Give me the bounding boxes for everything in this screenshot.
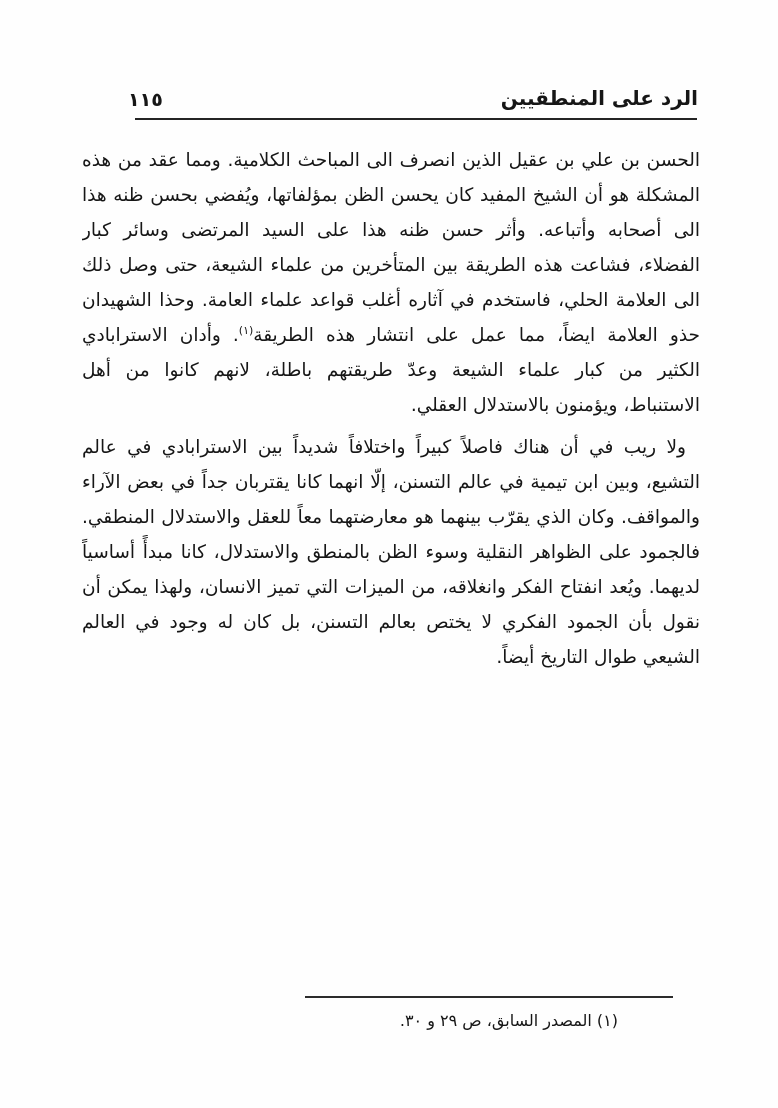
body-line: التشيع، وبين ابن تيمية في عالم التسنن، إلّا انهما كانا يقتربان جداً في بعض الآراء xyxy=(82,472,700,493)
footnote-reference-marker: (١) xyxy=(238,323,254,337)
body-line-with-footnote-ref xyxy=(82,318,700,353)
running-head-title: الرد على المنطقيين xyxy=(500,86,698,110)
body-line: المشكلة هو أن الشيخ المفيد كان يحسن الظن بمؤلفاتها، ويُفضي بحسن ظنه هذا xyxy=(82,185,700,206)
body-line: الشيعي طوال التاريخ أيضاً. xyxy=(496,647,700,668)
body-line: لديهما. ويُعد انفتاح الفكر وانغلاقه، من الميزات التي تميز الانسان، ولهذا يمكن أن xyxy=(82,577,700,598)
body-line-segment: . وأدان الاسترابادي xyxy=(82,325,239,346)
body-line: الحسن بن علي بن عقيل الذين انصرف الى المباحث الكلامية. ومما عقد من هذه xyxy=(82,150,700,171)
body-line: والمواقف. وكان الذي يقرّب بينهما هو معارضتهما معاً للعقل والاستدلال المنطقي. xyxy=(82,507,700,528)
footnote-text: (١) المصدر السابق، ص ٢٩ و ٣٠. xyxy=(399,1011,618,1030)
page-number: ١١٥ xyxy=(128,89,163,111)
body-line: الى أصحابه وأتباعه. وأثر حسن ظنه هذا على السيد المرتضى وسائر كبار xyxy=(82,220,700,241)
body-line: الاستنباط، ويؤمنون بالاستدلال العقلي. xyxy=(410,395,700,416)
body-line: الى العلامة الحلي، فاستخدم في آثاره أغلب قواعد علماء العامة. وحذا الشهيدان xyxy=(82,290,700,311)
body-line: ولا ريب في أن هناك فاصلاً كبيراً واختلافاً شديداً بين الاسترابادي في عالم xyxy=(82,437,686,458)
footnote-separator xyxy=(305,996,673,998)
body-line: الفضلاء، فشاعت هذه الطريقة بين المتأخرين من علماء الشيعة، حتى وصل ذلك xyxy=(82,255,700,276)
body-line: الكثير من كبار علماء الشيعة وعدّ طريقتهم باطلة، لانهم كانوا من أهل xyxy=(82,360,700,381)
body-line: نقول بأن الجمود الفكري لا يختص بعالم التسنن، بل كان له وجود في العالم xyxy=(82,612,700,633)
header-divider xyxy=(135,118,697,120)
body-line-segment: حذو العلامة ايضاً، مما عمل على انتشار هذه الطريقة xyxy=(253,325,700,346)
body-line: فالجمود على الظواهر النقلية وسوء الظن بالمنطق والاستدلال، كانا مبدأً أساسياً xyxy=(82,542,700,563)
body-text xyxy=(82,143,700,675)
